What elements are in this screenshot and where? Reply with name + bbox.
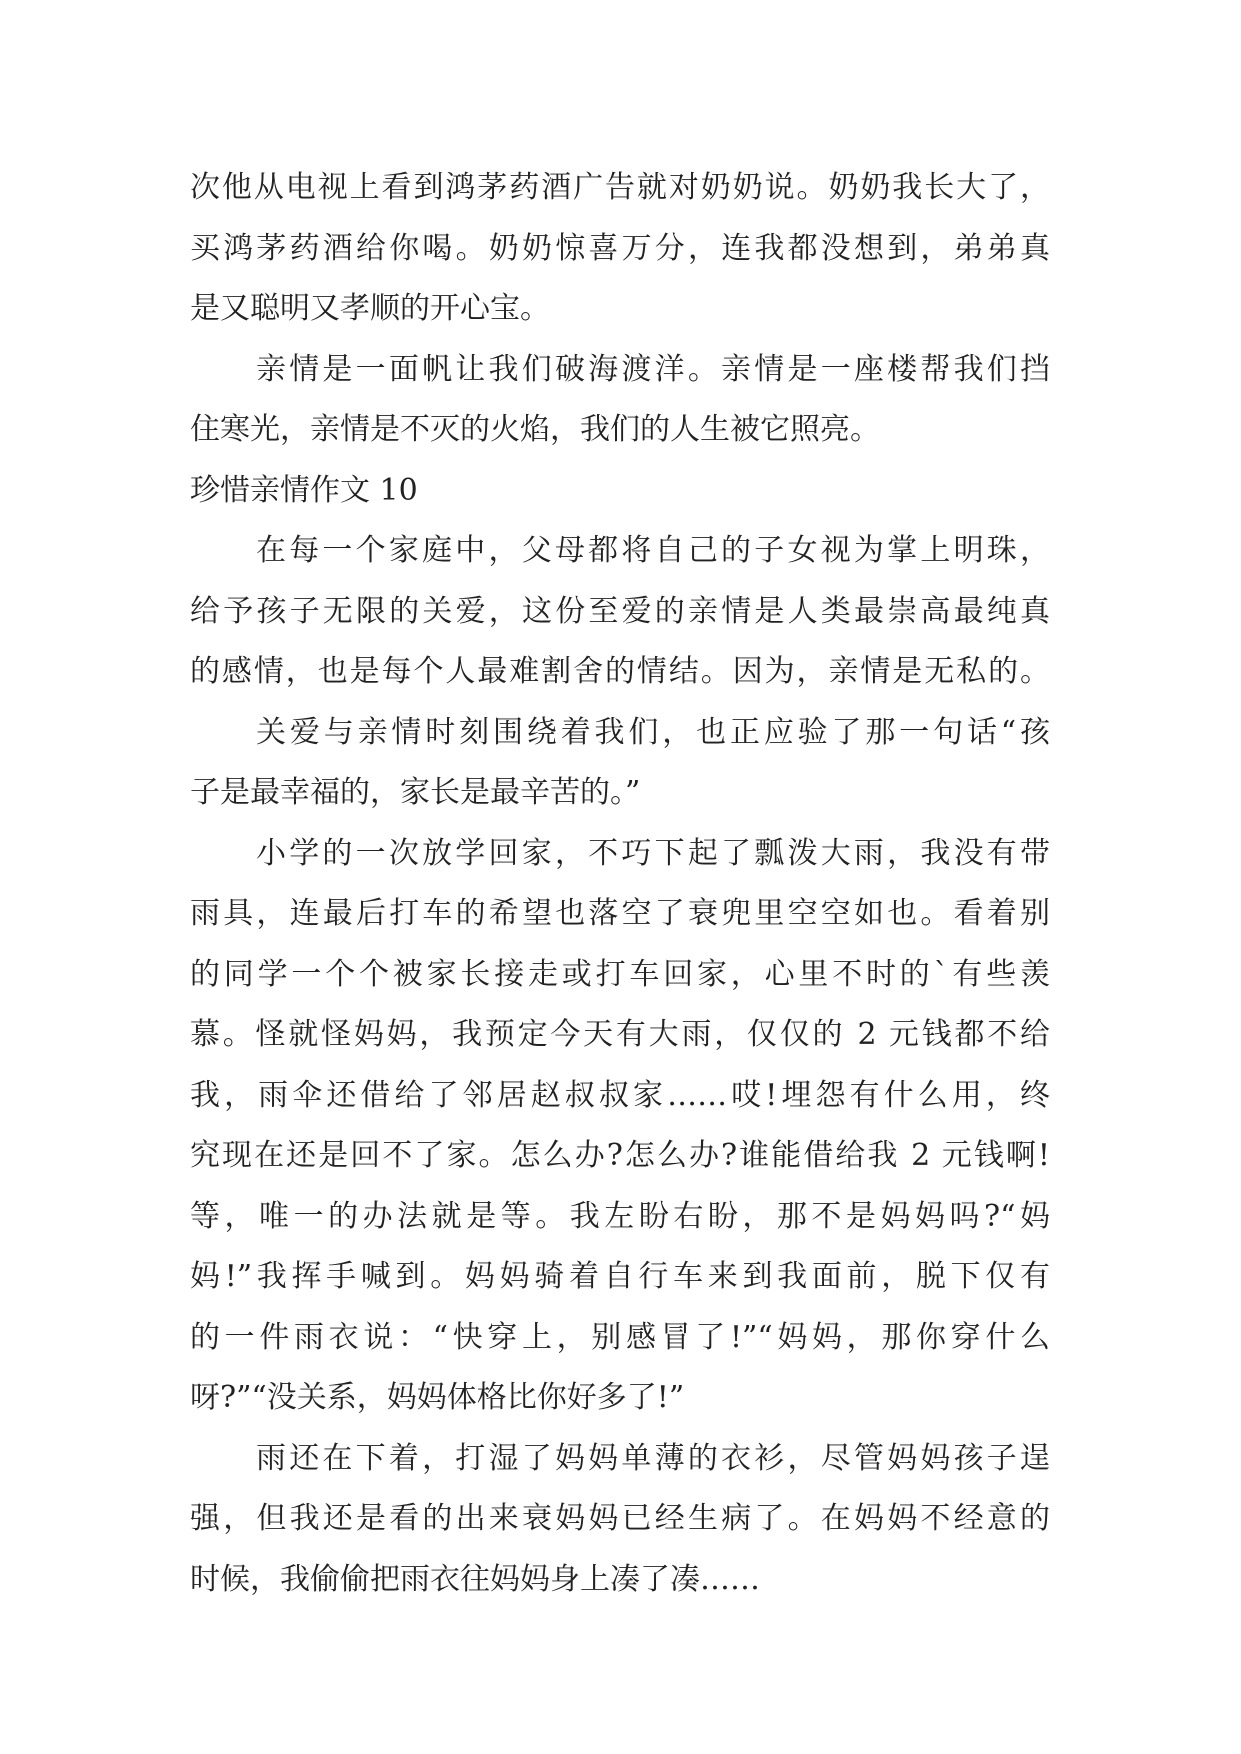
text-line-content: 呀?”“没关系，妈妈体格比你好多了!” <box>190 1380 685 1415</box>
text-line <box>190 1368 1050 1429</box>
text-line-content: 我，雨伞还借给了邻居赵叔叔家……哎!埋怨有什么用，终 <box>190 1077 1050 1113</box>
text-line <box>190 400 1050 461</box>
text-line <box>190 279 1050 340</box>
text-line <box>190 158 1050 219</box>
text-line <box>190 1489 1050 1550</box>
text-line-content: 强，但我还是看的出来衰妈妈已经生病了。在妈妈不经意的 <box>190 1501 1050 1536</box>
text-line-content: 子是最幸福的，家长是最辛苦的。” <box>190 775 641 810</box>
text-line <box>190 1066 1050 1127</box>
text-line-content: 雨还在下着，打湿了妈妈单薄的衣衫，尽管妈妈孩子逞 <box>256 1440 1050 1476</box>
text-line-content: 买鸿茅药酒给你喝。奶奶惊喜万分，连我都没想到，弟弟真 <box>190 230 1050 266</box>
document-body <box>190 158 1050 1610</box>
text-line <box>190 703 1050 764</box>
text-line <box>190 582 1050 643</box>
text-line-content: 在每一个家庭中，父母都将自己的子女视为掌上明珠， <box>256 533 1050 568</box>
text-line-content: 等，唯一的办法就是等。我左盼右盼，那不是妈妈吗?“妈 <box>190 1198 1050 1234</box>
text-line <box>190 521 1050 582</box>
section-heading-text: 珍惜亲情作文 10 <box>190 472 418 508</box>
text-line <box>190 642 1050 703</box>
text-line-content: 给予孩子无限的关爱，这份至爱的亲情是人类最崇高最纯真 <box>190 593 1050 629</box>
text-line-content: 究现在还是回不了家。怎么办?怎么办?谁能借给我 2 元钱啊! <box>190 1138 1050 1173</box>
text-line <box>190 1308 1050 1369</box>
text-line-content: 住寒光，亲情是不灭的火焰，我们的人生被它照亮。 <box>190 412 880 447</box>
text-line <box>190 1126 1050 1187</box>
text-line <box>190 1247 1050 1308</box>
text-line-content: 是又聪明又孝顺的开心宝。 <box>190 291 550 326</box>
text-line-content: 小学的一次放学回家，不巧下起了瓢泼大雨，我没有带 <box>256 835 1050 871</box>
section-heading <box>190 461 1050 522</box>
text-line-content: 雨具，连最后打车的希望也落空了衰兜里空空如也。看着别 <box>190 896 1050 931</box>
text-line-content: 次他从电视上看到鸿茅药酒广告就对奶奶说。奶奶我长大了， <box>190 170 1050 205</box>
text-line <box>190 945 1050 1006</box>
text-line <box>190 1187 1050 1248</box>
text-line <box>190 763 1050 824</box>
text-line-content: 亲情是一面帆让我们破海渡洋。亲情是一座楼帮我们挡 <box>256 351 1050 387</box>
text-line <box>190 340 1050 401</box>
text-line-content: 的同学一个个被家长接走或打车回家，心里不时的`有些羡 <box>190 956 1050 992</box>
text-line-content: 妈!”我挥手喊到。妈妈骑着自行车来到我面前，脱下仅有 <box>190 1259 1050 1294</box>
text-line-content: 时候，我偷偷把雨衣往妈妈身上凑了凑…… <box>190 1561 760 1597</box>
text-line <box>190 1429 1050 1490</box>
text-line <box>190 1550 1050 1611</box>
text-line-content: 的一件雨衣说：“快穿上，别感冒了!”“妈妈，那你穿什么 <box>190 1319 1050 1355</box>
text-line <box>190 219 1050 280</box>
text-line-content: 的感情，也是每个人最难割舍的情结。因为，亲情是无私的。 <box>190 654 1050 689</box>
text-line-content: 关爱与亲情时刻围绕着我们，也正应验了那一句话“孩 <box>256 714 1050 750</box>
text-line <box>190 1005 1050 1066</box>
text-line <box>190 884 1050 945</box>
text-line <box>190 824 1050 885</box>
text-line-content: 慕。怪就怪妈妈，我预定今天有大雨，仅仅的 2 元钱都不给 <box>190 1017 1050 1052</box>
